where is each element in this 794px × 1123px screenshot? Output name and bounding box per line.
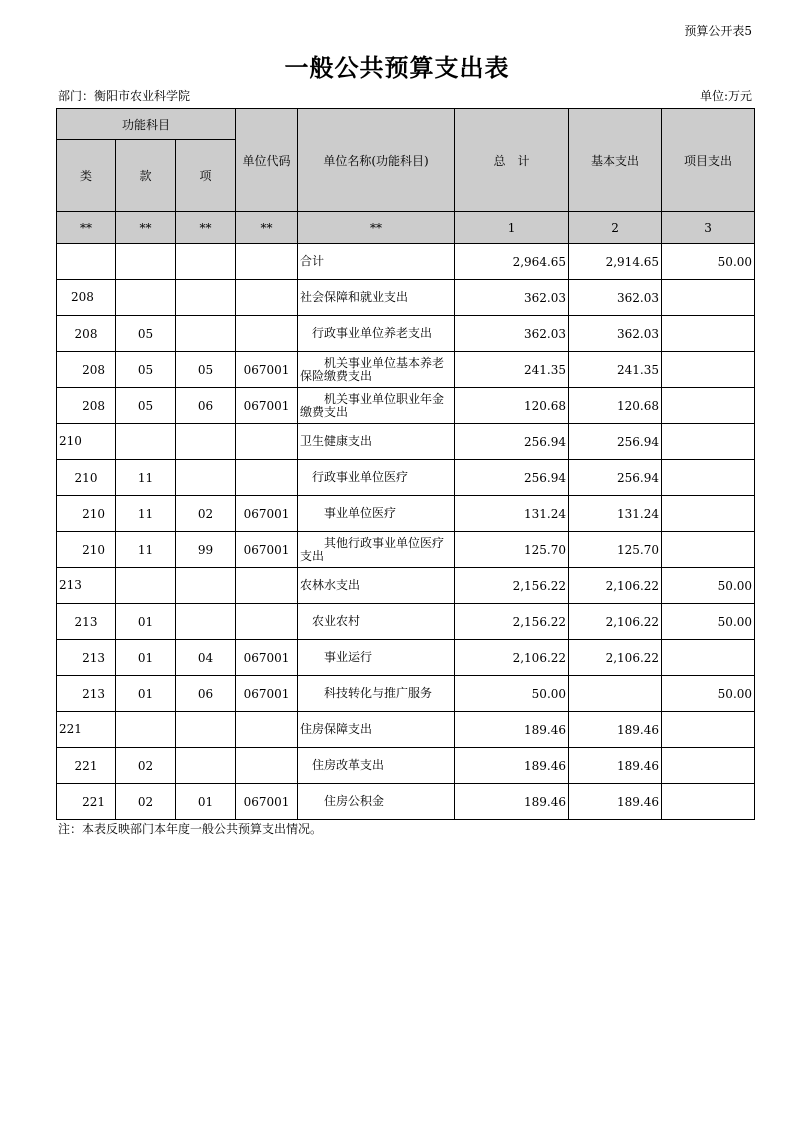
cell-lei: 221	[57, 784, 116, 820]
cell-project	[662, 460, 755, 496]
cell-name: 合计	[298, 244, 455, 280]
cell-lei: 213	[57, 640, 116, 676]
cell-project	[662, 496, 755, 532]
cell-project	[662, 640, 755, 676]
table-row	[57, 748, 755, 784]
cell-total: 189.46	[455, 784, 569, 820]
cell-kuan: 11	[116, 496, 176, 532]
budget-expenditure-table	[56, 108, 755, 820]
cell-total: 189.46	[455, 712, 569, 748]
cell-basic: 2,106.22	[569, 604, 662, 640]
cell-code	[236, 568, 298, 604]
cell-kuan	[116, 568, 176, 604]
cell-code	[236, 316, 298, 352]
header-lei: 类	[57, 140, 116, 212]
table-row	[57, 784, 755, 820]
header-unit-name: 单位名称(功能科目)	[298, 109, 455, 212]
header-unit-code: 单位代码	[236, 109, 298, 212]
cell-total: 256.94	[455, 460, 569, 496]
cell-name: 机关事业单位职业年金缴费支出	[298, 388, 455, 424]
header-basic: 基本支出	[569, 109, 662, 212]
cell-xiang: 99	[176, 532, 236, 568]
cell-xiang	[176, 280, 236, 316]
index-cell: **	[298, 212, 455, 244]
cell-total: 2,156.22	[455, 604, 569, 640]
cell-total: 120.68	[455, 388, 569, 424]
unit-label: 单位:万元	[699, 89, 752, 103]
cell-kuan: 11	[116, 460, 176, 496]
cell-xiang: 06	[176, 388, 236, 424]
cell-name: 机关事业单位基本养老保险缴费支出	[298, 352, 455, 388]
cell-xiang	[176, 712, 236, 748]
cell-project: 50.00	[662, 568, 755, 604]
cell-basic: 131.24	[569, 496, 662, 532]
cell-code: 067001	[236, 640, 298, 676]
cell-kuan: 05	[116, 352, 176, 388]
cell-total: 362.03	[455, 280, 569, 316]
department-label: 部门：衡阳市农业科学院	[58, 89, 191, 103]
table-row	[57, 496, 755, 532]
cell-total: 256.94	[455, 424, 569, 460]
cell-basic: 189.46	[569, 712, 662, 748]
cell-lei: 210	[57, 532, 116, 568]
table-row	[57, 244, 755, 280]
cell-basic: 362.03	[569, 316, 662, 352]
cell-basic: 125.70	[569, 532, 662, 568]
cell-xiang	[176, 424, 236, 460]
cell-code	[236, 460, 298, 496]
cell-project	[662, 712, 755, 748]
table-row	[57, 424, 755, 460]
header-project: 项目支出	[662, 109, 755, 212]
table-row	[57, 388, 755, 424]
cell-project	[662, 352, 755, 388]
table-row	[57, 568, 755, 604]
cell-basic	[569, 676, 662, 712]
cell-xiang: 01	[176, 784, 236, 820]
cell-lei: 213	[57, 676, 116, 712]
cell-lei: 208	[57, 388, 116, 424]
cell-code: 067001	[236, 676, 298, 712]
cell-code: 067001	[236, 496, 298, 532]
header-xiang: 项	[176, 140, 236, 212]
cell-name: 住房公积金	[298, 784, 455, 820]
cell-code: 067001	[236, 352, 298, 388]
cell-project	[662, 748, 755, 784]
cell-name: 农业农村	[298, 604, 455, 640]
cell-code: 067001	[236, 784, 298, 820]
cell-code	[236, 712, 298, 748]
cell-kuan: 02	[116, 748, 176, 784]
table-row	[57, 280, 755, 316]
table-row	[57, 532, 755, 568]
cell-lei: 213	[57, 604, 116, 640]
cell-basic: 2,914.65	[569, 244, 662, 280]
cell-project	[662, 424, 755, 460]
cell-project: 50.00	[662, 604, 755, 640]
cell-total: 125.70	[455, 532, 569, 568]
table-row	[57, 640, 755, 676]
cell-basic: 241.35	[569, 352, 662, 388]
cell-basic: 2,106.22	[569, 568, 662, 604]
cell-lei: 208	[57, 352, 116, 388]
cell-kuan: 05	[116, 388, 176, 424]
cell-name: 住房改革支出	[298, 748, 455, 784]
index-cell: 1	[455, 212, 569, 244]
cell-project	[662, 316, 755, 352]
cell-kuan: 01	[116, 676, 176, 712]
cell-code	[236, 604, 298, 640]
cell-kuan: 11	[116, 532, 176, 568]
table-row	[57, 460, 755, 496]
cell-lei: 213	[57, 568, 116, 604]
cell-basic: 2,106.22	[569, 640, 662, 676]
cell-xiang	[176, 604, 236, 640]
cell-total: 2,156.22	[455, 568, 569, 604]
cell-total: 50.00	[455, 676, 569, 712]
cell-xiang: 04	[176, 640, 236, 676]
cell-code	[236, 748, 298, 784]
cell-lei	[57, 244, 116, 280]
cell-xiang	[176, 748, 236, 784]
cell-lei: 210	[57, 496, 116, 532]
cell-kuan: 01	[116, 640, 176, 676]
table-note: 注：本表反映部门本年度一般公共预算支出情况。	[58, 822, 323, 836]
cell-lei: 221	[57, 712, 116, 748]
table-row	[57, 352, 755, 388]
form-number: 预算公开表5	[684, 24, 752, 38]
cell-xiang	[176, 568, 236, 604]
header-func-subject: 功能科目	[57, 109, 236, 140]
cell-project	[662, 280, 755, 316]
cell-kuan: 01	[116, 604, 176, 640]
cell-basic: 189.46	[569, 748, 662, 784]
table-row	[57, 604, 755, 640]
cell-basic: 189.46	[569, 784, 662, 820]
cell-basic: 256.94	[569, 460, 662, 496]
cell-lei: 210	[57, 424, 116, 460]
cell-code: 067001	[236, 532, 298, 568]
cell-code	[236, 244, 298, 280]
cell-xiang: 06	[176, 676, 236, 712]
cell-kuan: 02	[116, 784, 176, 820]
cell-lei: 221	[57, 748, 116, 784]
cell-code: 067001	[236, 388, 298, 424]
table-row	[57, 316, 755, 352]
cell-name: 住房保障支出	[298, 712, 455, 748]
cell-total: 362.03	[455, 316, 569, 352]
cell-lei: 210	[57, 460, 116, 496]
cell-name: 事业运行	[298, 640, 455, 676]
cell-project	[662, 784, 755, 820]
cell-kuan	[116, 280, 176, 316]
cell-name: 科技转化与推广服务	[298, 676, 455, 712]
index-cell: 3	[662, 212, 755, 244]
page-title: 一般公共预算支出表	[284, 53, 510, 82]
cell-code	[236, 424, 298, 460]
cell-basic: 362.03	[569, 280, 662, 316]
cell-xiang	[176, 316, 236, 352]
index-cell: **	[236, 212, 298, 244]
cell-basic: 256.94	[569, 424, 662, 460]
cell-name: 社会保障和就业支出	[298, 280, 455, 316]
table-row	[57, 676, 755, 712]
cell-project: 50.00	[662, 676, 755, 712]
header-kuan: 款	[116, 140, 176, 212]
cell-project	[662, 388, 755, 424]
cell-project	[662, 532, 755, 568]
cell-name: 其他行政事业单位医疗支出	[298, 532, 455, 568]
index-cell: **	[116, 212, 176, 244]
cell-basic: 120.68	[569, 388, 662, 424]
index-cell: 2	[569, 212, 662, 244]
cell-name: 卫生健康支出	[298, 424, 455, 460]
cell-code	[236, 280, 298, 316]
cell-xiang	[176, 460, 236, 496]
cell-kuan	[116, 712, 176, 748]
cell-kuan	[116, 424, 176, 460]
cell-name: 行政事业单位医疗	[298, 460, 455, 496]
cell-xiang	[176, 244, 236, 280]
header-total: 总 计	[455, 109, 569, 212]
cell-kuan	[116, 244, 176, 280]
cell-total: 131.24	[455, 496, 569, 532]
cell-total: 189.46	[455, 748, 569, 784]
index-cell: **	[57, 212, 116, 244]
cell-lei: 208	[57, 316, 116, 352]
cell-total: 2,964.65	[455, 244, 569, 280]
index-cell: **	[176, 212, 236, 244]
cell-kuan: 05	[116, 316, 176, 352]
cell-xiang: 05	[176, 352, 236, 388]
cell-name: 农林水支出	[298, 568, 455, 604]
cell-name: 事业单位医疗	[298, 496, 455, 532]
table-row	[57, 712, 755, 748]
cell-name: 行政事业单位养老支出	[298, 316, 455, 352]
cell-lei: 208	[57, 280, 116, 316]
cell-total: 2,106.22	[455, 640, 569, 676]
cell-xiang: 02	[176, 496, 236, 532]
cell-total: 241.35	[455, 352, 569, 388]
cell-project: 50.00	[662, 244, 755, 280]
